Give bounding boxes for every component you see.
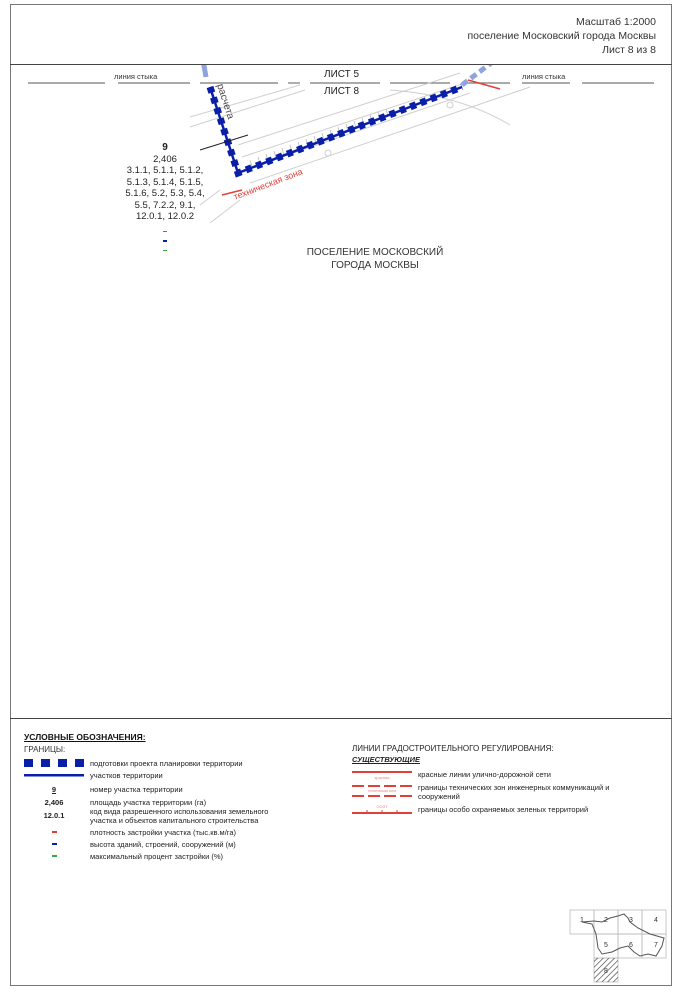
protected-green-symbol	[352, 802, 412, 816]
blue-dash-symbol	[24, 843, 84, 845]
sheet-key-map	[568, 908, 668, 989]
density-value-dash	[163, 231, 167, 233]
settlement-name	[290, 246, 460, 272]
parcel-code-line: 5.5, 7.2.2, 9.1,	[134, 199, 196, 211]
parcel-area: 2,406	[153, 153, 177, 165]
settlement-label: поселение Московский города Москвы	[467, 30, 656, 42]
red-dash-symbol	[24, 831, 84, 833]
parcel-number-symbol: 9	[51, 785, 57, 794]
legend-label-line1: границы технических зон инженерных коммуникаций и	[418, 783, 610, 792]
svg-text:ООЗТ: ООЗТ	[376, 804, 388, 809]
legend-label: максимальный процент застройки (%)	[90, 851, 224, 861]
key-cell-4[interactable]: 4	[654, 917, 658, 924]
legend-label: участков территории	[90, 770, 163, 780]
legend-label-line1: код вида разрешенного использования земельного	[90, 806, 269, 816]
legend-label	[418, 783, 609, 801]
sheet-number: Лист 8 из 8	[602, 44, 656, 56]
legend-item-red-lines	[352, 768, 551, 782]
legend-label	[90, 807, 268, 825]
key-cell-8[interactable]: 8	[604, 968, 608, 975]
boundary-outside	[203, 65, 206, 77]
key-cell-1[interactable]: 1	[580, 917, 584, 924]
svg-text:красная: красная	[374, 775, 390, 780]
solid-line-symbol	[24, 772, 84, 778]
legend-item-planning-boundary	[24, 758, 243, 768]
road-label: расчета	[214, 82, 236, 121]
legend-item-protected-green	[352, 802, 589, 818]
legend-item-technical-zones	[352, 783, 610, 801]
scale-label: Масштаб 1:2000	[576, 16, 656, 28]
key-cell-5[interactable]: 5	[604, 942, 608, 949]
parcel-code-line: 3.1.1, 5.1.1, 5.1.2,	[126, 165, 204, 176]
sheet-above-label: ЛИСТ 5	[324, 69, 360, 80]
technical-zone-label: техническая зона	[232, 166, 304, 202]
legend-label-line2: участка и объектов капитального строительства	[90, 815, 259, 825]
settlement-name-line2: ГОРОДА МОСКВЫ	[331, 260, 419, 271]
legend-item-percent	[24, 851, 224, 861]
boundary-outside	[462, 65, 495, 85]
height-value-dash	[163, 240, 167, 242]
parcel-code-line: 5.1.3, 5.1.4, 5.1.5,	[126, 176, 204, 188]
title-block	[10, 4, 672, 65]
legend-label-line2: сооружений	[418, 792, 460, 801]
legend-label: высота зданий, строений, сооружений (м)	[90, 839, 236, 849]
dashed-squares-symbol	[24, 758, 84, 768]
title-text	[467, 15, 656, 57]
legend-label: площадь участка территории (га)	[90, 798, 207, 807]
key-cell-3[interactable]: 3	[629, 917, 633, 924]
parcel-number: 9	[162, 142, 168, 153]
legend-item-parcel-number	[24, 785, 183, 794]
key-cell-2[interactable]: 2	[604, 917, 608, 924]
percent-value-dash	[163, 250, 167, 252]
legend-item-parcel-area	[24, 798, 207, 807]
legend-label: плотность застройки участка (тыс.кв.м/га)	[90, 827, 237, 837]
join-line-label-right: линия стыка	[522, 72, 566, 81]
parcel-info-9[interactable]	[110, 142, 220, 251]
use-code-symbol: 12.0.1	[43, 811, 65, 820]
sheet-current-label: ЛИСТ 8	[324, 86, 360, 97]
legend-label: красные линии улично-дорожной сети	[418, 770, 551, 779]
legend-label: номер участка территории	[90, 785, 183, 794]
legend-label: подготовки проекта планировки территории	[90, 758, 243, 768]
parcel-code-line: 5.1.6, 5.2, 5.3, 5.4,	[125, 188, 205, 199]
road-background	[190, 73, 530, 223]
legend-item-use-code	[24, 806, 269, 825]
parcel-code-line: 12.0.1, 12.0.2	[135, 211, 195, 222]
red-line-segment	[468, 80, 500, 89]
red-line-symbol	[352, 768, 412, 780]
legend-title: УСЛОВНЫЕ ОБОЗНАЧЕНИЯ:	[24, 732, 146, 742]
regulation-heading: ЛИНИИ ГРАДОСТРОИТЕЛЬНОГО РЕГУЛИРОВАНИЯ:	[352, 744, 554, 753]
legend-item-density	[24, 827, 237, 837]
join-line-label-left: линия стыка	[114, 72, 158, 81]
key-cell-6[interactable]: 6	[629, 942, 633, 949]
legend-label: границы особо охраняемых зеленых территорий	[418, 805, 589, 814]
regulation-subheading: СУЩЕСТВУЮЩИЕ	[352, 755, 420, 764]
boundaries-heading: ГРАНИЦЫ:	[24, 745, 66, 754]
settlement-name-line1: ПОСЕЛЕНИЕ МОСКОВСКИЙ	[306, 247, 444, 258]
key-cell-7[interactable]: 7	[654, 942, 658, 949]
legend-item-parcel-boundary	[24, 770, 163, 780]
dashed-red-line-symbol	[352, 783, 412, 799]
svg-text:техническая зона: техническая зона	[367, 789, 397, 793]
green-dash-symbol	[24, 855, 84, 857]
parcel-area-symbol: 2,406	[44, 798, 64, 807]
legend-item-height	[24, 839, 236, 849]
